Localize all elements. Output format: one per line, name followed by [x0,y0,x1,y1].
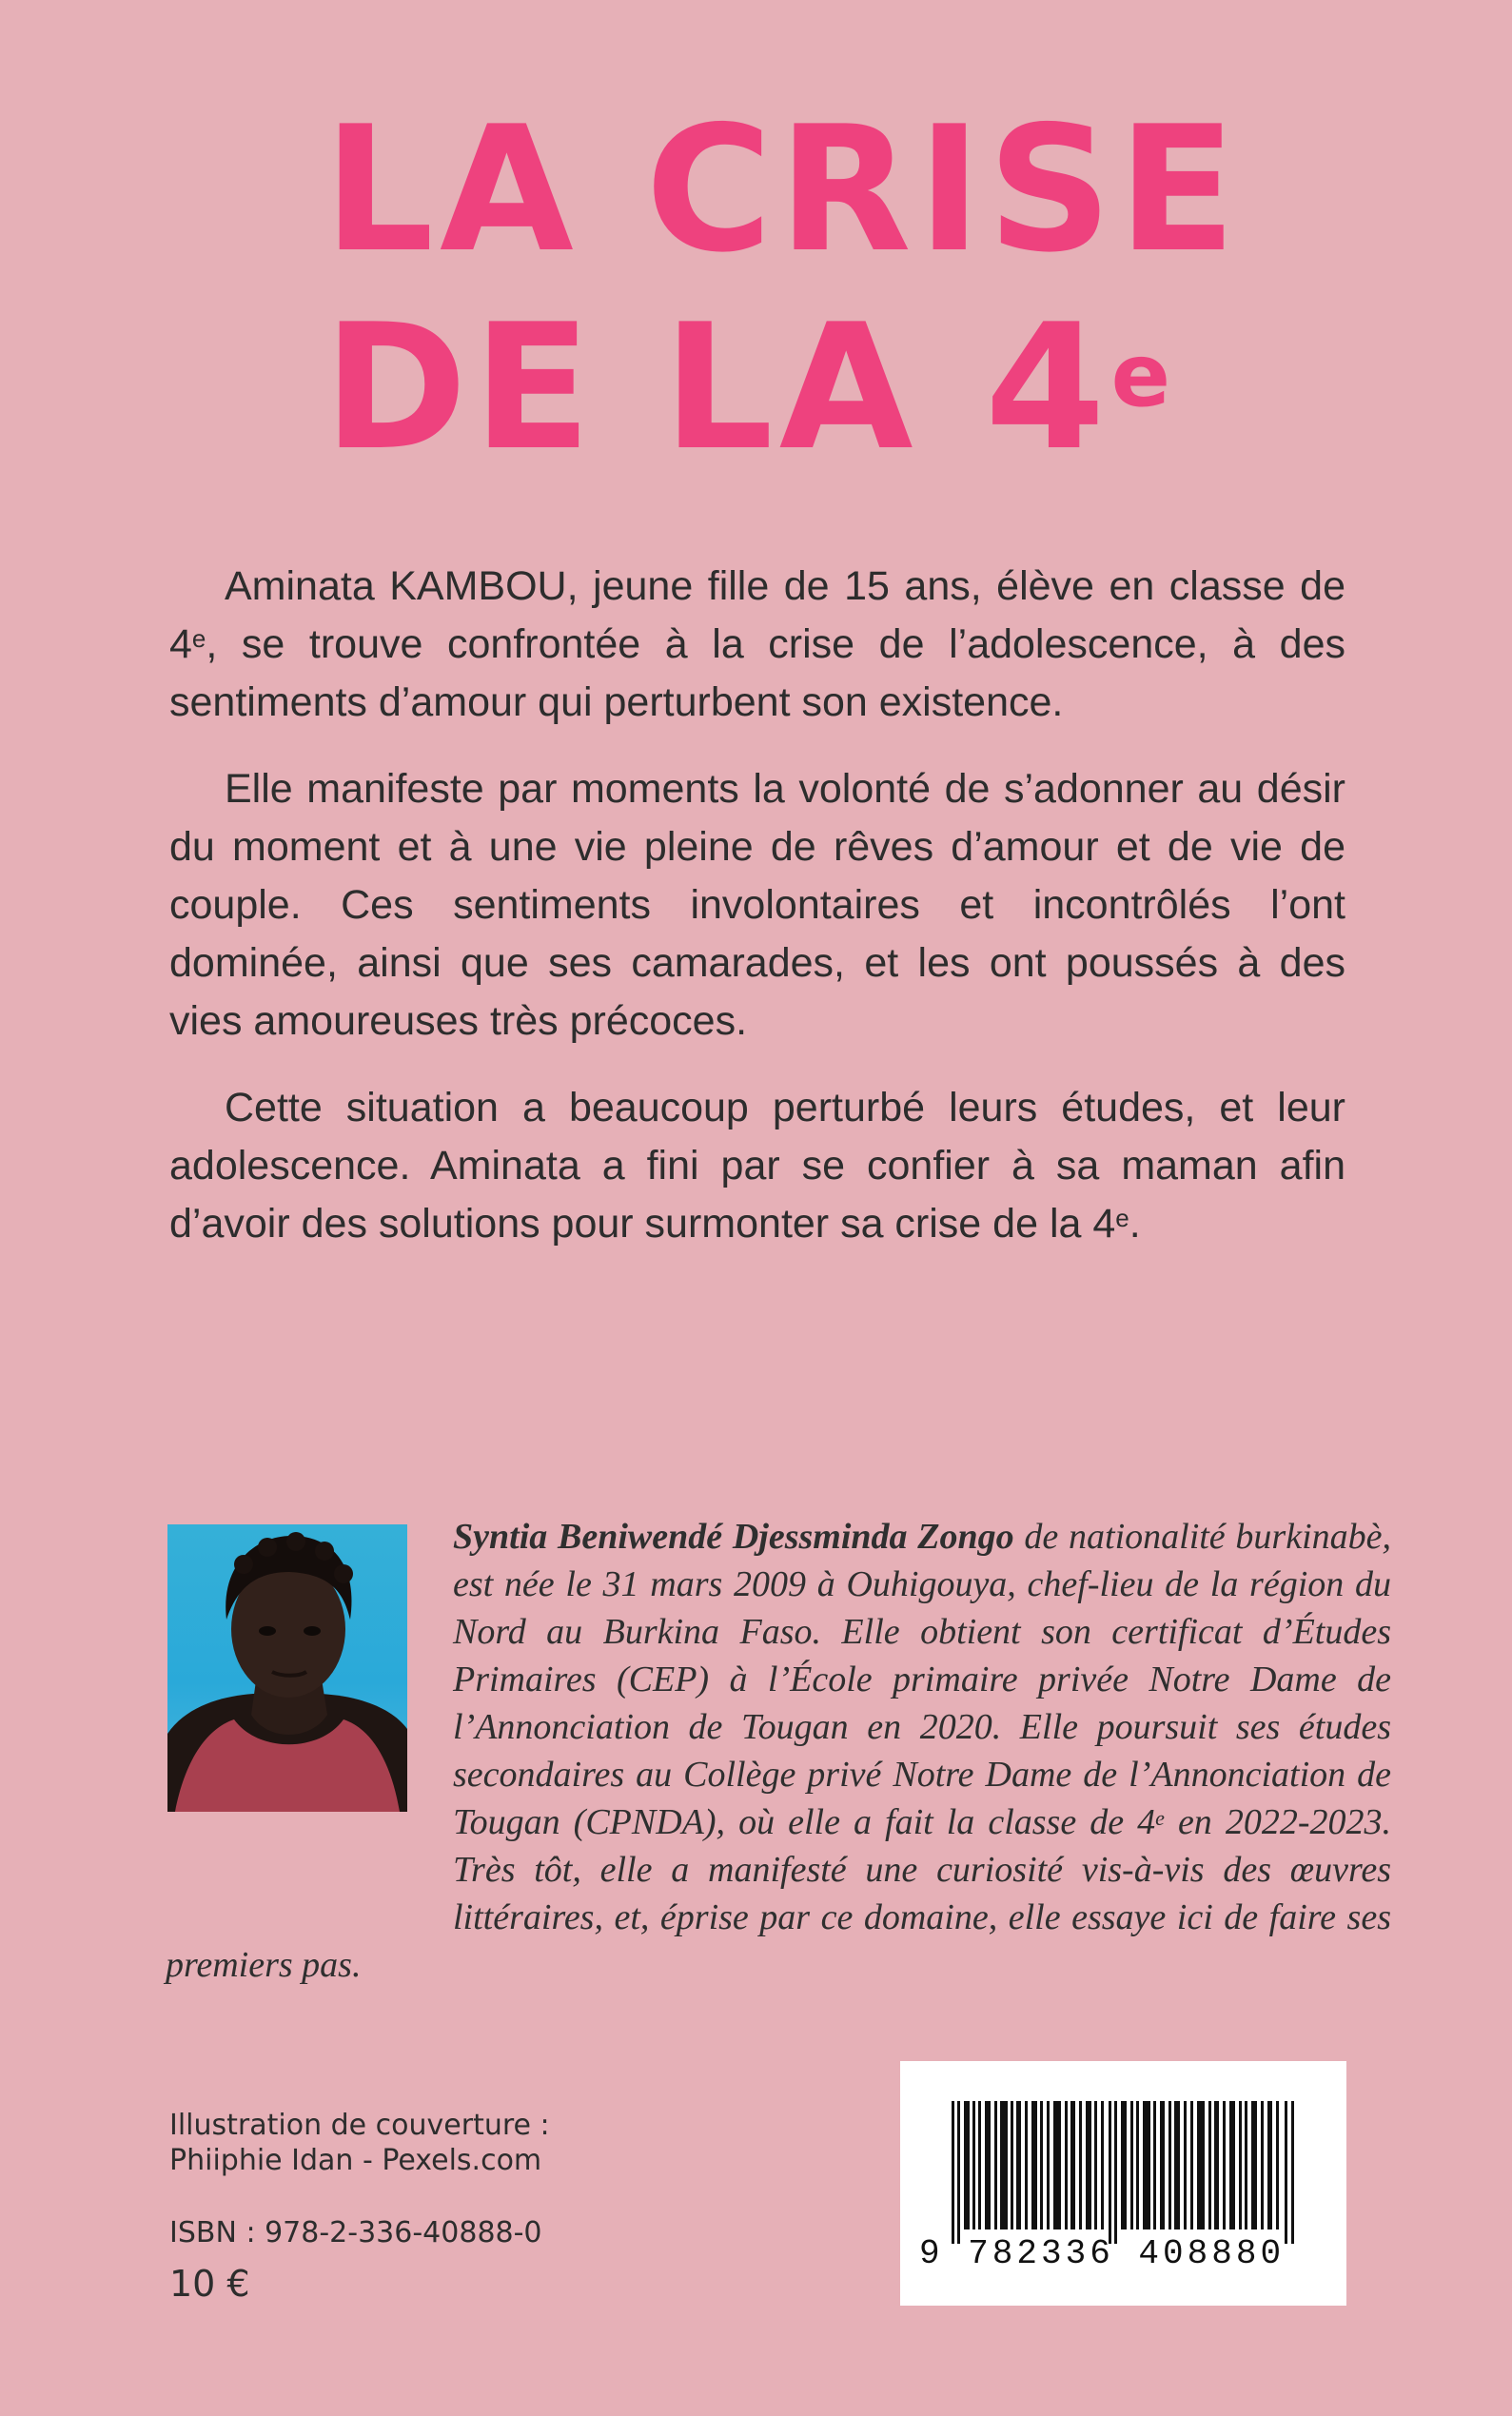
blurb-p3-start: Cette situation a beaucoup perturbé leurs études, et leur adolescence. Aminata a fini par se confier à sa maman afin d’avoir des solutions pour surmonter sa crise de la 4 [169,1085,1345,1247]
author-bio-text-start: de nationalité burkinabè, est née le 31 mars 2009 à Ouhigouya, chef-lieu de la région du Nord au Burkina Faso. Elle obtient son certificat d’Études Primaires (CEP) à l’École primaire privée Notre Dame de l’Annonciation de Tougan en 2020. Elle poursuit ses études secondaires au Collège privé Notre Dame de l’Annonciation de Tougan (CPNDA), où elle a fait la classe de 4 [453,1517,1391,1842]
price: 10 € [169,2263,250,2305]
blurb-p1-end: , se trouve confrontée à la crise de l’adolescence, à des sentiments d’amour qui perturbent son existence. [169,621,1345,725]
cover-credits [169,2108,740,2178]
author-photo [167,1524,407,1812]
blurb-p1-superscript: e [191,624,206,653]
credits-line-1: Illustration de couverture : [169,2109,550,2142]
barcode-bars [952,2101,1300,2244]
book-title [324,88,1243,488]
isbn: ISBN : 978-2-336-40888-0 [169,2216,542,2249]
title-line-2 [324,288,1227,486]
title-line-2-text: DE LA 4 [324,286,1111,488]
blurb-p3-superscript: e [1115,1204,1129,1232]
author-bio-superscript: e [1155,1806,1165,1830]
title-superscript: e [1110,324,1176,426]
blurb-paragraph-2: Elle manifeste par moments la volonté de s’adonner au désir du moment et à une vie pleine de rêves d’amour et de vie de couple. Ces sentiments involontaires et incontrôlés l’ont dominée, ainsi que ses camarades, et les ont poussés à des vies amoureuses très précoces. [169,766,1345,1044]
blurb-p3-end: . [1129,1201,1141,1247]
title-line-1: LA CRISE [324,88,1243,290]
author-name: Syntia Beniwendé Djessminda Zongo [453,1517,1014,1557]
credits-line-2: Phiiphie Idan - Pexels.com [169,2144,542,2177]
blurb-paragraph-1 [169,558,1345,732]
blurb-paragraph-3 [169,1079,1345,1253]
barcode-digits: 9 782336 408880 [919,2234,1286,2273]
book-blurb [169,558,1345,1282]
blurb-p1-start: Aminata KAMBOU, jeune fille de 15 ans, élève en classe de 4 [169,563,1345,667]
barcode [900,2061,1346,2306]
author-bio-text-end: en 2022-2023. Très tôt, elle a manifesté une curiosité vis-à-vis des œuvres littéraires, et, éprise par ce domaine, elle essaye ici de faire ses premiers pas. [166,1802,1391,1985]
